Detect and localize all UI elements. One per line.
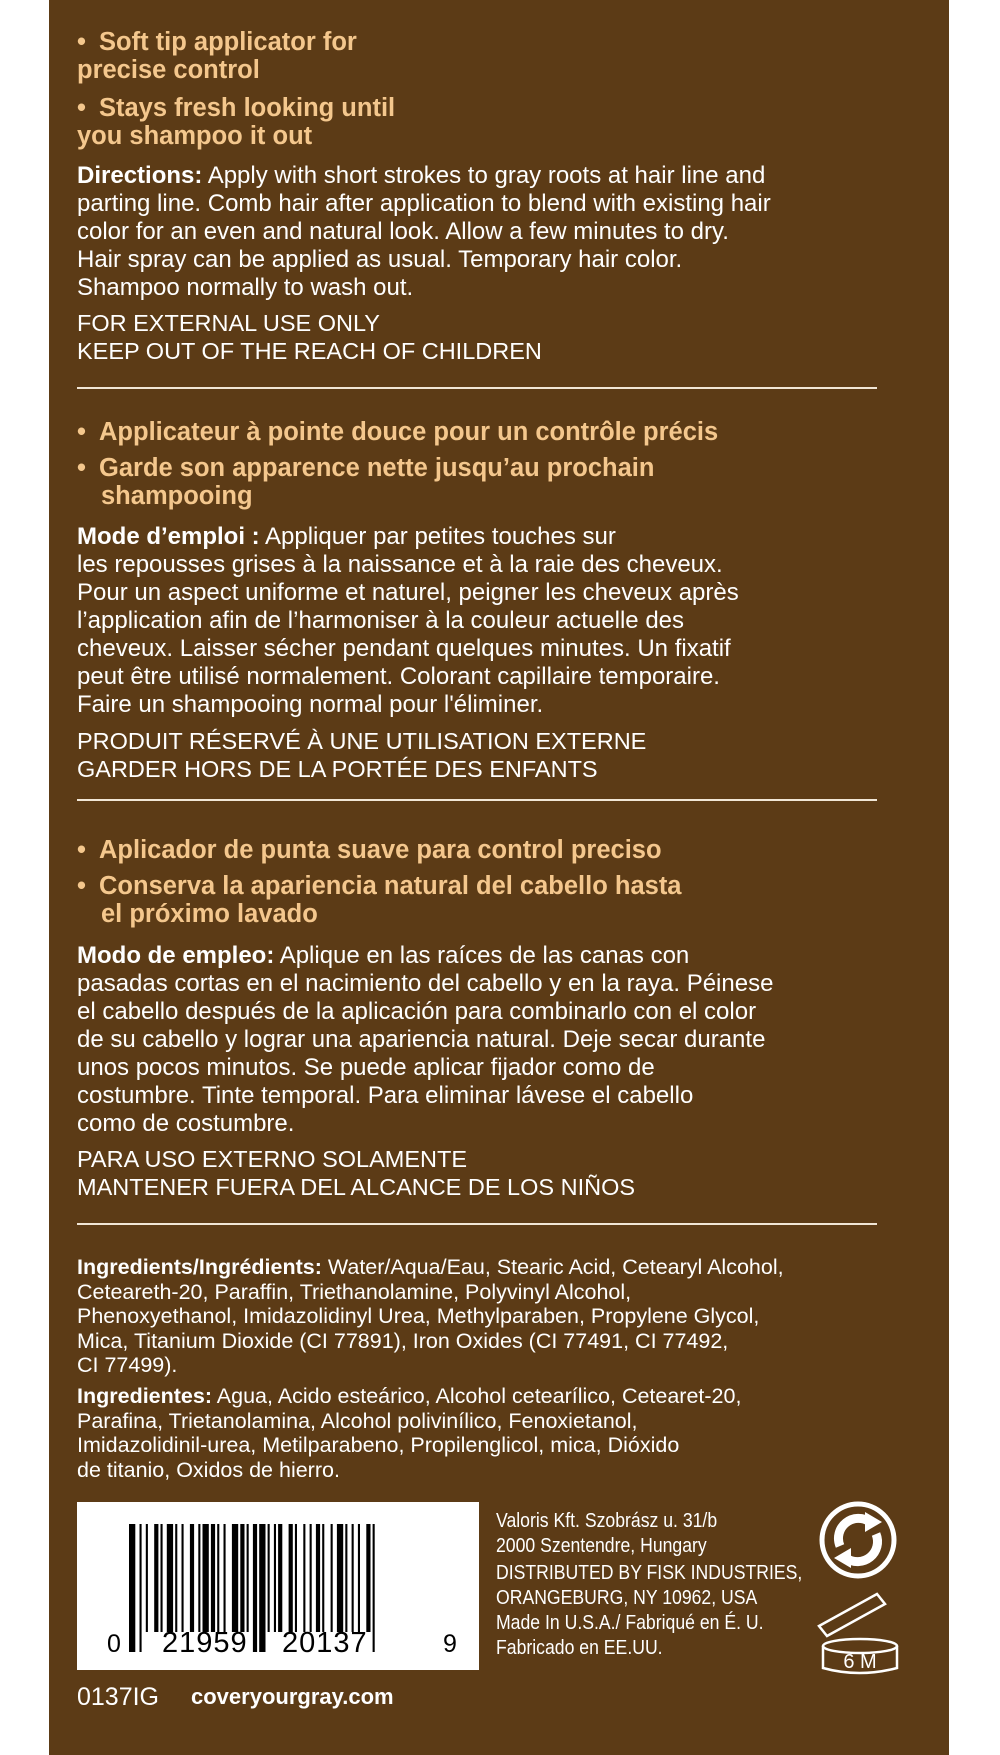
upc-barcode xyxy=(77,1502,479,1670)
barcode-bar xyxy=(337,1524,343,1632)
barcode-bar xyxy=(154,1524,158,1632)
barcode-bar xyxy=(259,1524,265,1652)
barcode-digits-group-1: 21959 xyxy=(162,1627,248,1659)
french-bullet-1: • Applicateur à pointe douce pour un contrôle précis xyxy=(77,418,719,446)
spanish-warnings: PARA USO EXTERNO SOLAMENTE MANTENER FUERA DEL ALCANCE DE LOS NIÑOS xyxy=(77,1146,636,1200)
barcode-bar xyxy=(358,1524,360,1632)
barcode-bar xyxy=(352,1524,354,1632)
barcode-bar xyxy=(167,1524,173,1632)
section-divider xyxy=(77,1223,877,1225)
barcode-bar xyxy=(373,1524,375,1652)
barcode-bar xyxy=(274,1524,276,1632)
barcode-bar xyxy=(161,1524,163,1632)
french-bullet-2: • Garde son apparence nette jusqu’au prochain shampooing xyxy=(77,454,655,510)
barcode-bar xyxy=(316,1524,320,1632)
website-link[interactable]: coveryourgray.com xyxy=(191,1684,394,1709)
english-bullet-2: • Stays fresh looking until you shampoo it out xyxy=(77,94,396,150)
french-warnings: PRODUIT RÉSERVÉ À UNE UTILISATION EXTERNE GARDER HORS DE LA PORTÉE DES ENFANTS xyxy=(77,728,647,782)
barcode-bar xyxy=(182,1524,184,1632)
english-directions: Directions: Apply with short strokes to gray roots at hair line and parting line. Comb hair after application to blend with existing hair color for an even and natural look. Allow a few minutes to dry. Hair spray can be applied as usual. Temporary hair color. Shampoo normally to wash out. xyxy=(77,162,771,301)
barcode-bar xyxy=(366,1524,370,1632)
barcode-bar xyxy=(224,1524,226,1632)
french-directions: Mode d’emploi : Appliquer par petites touches sur les repousses grises à la naissance et à la raie des cheveux. Pour un aspect uniforme et naturel, peigner les cheveux après l’application afin de l’harmoniser à la couleur actuelle des cheveux. Laisser sécher pendant quelques minutes. Un fixatif peut être utilisé normalement. Colorant capillaire temporaire. Faire un shampooing normal pour l'éliminer. xyxy=(77,523,739,718)
ingredients-en-fr: Ingredients/Ingrédients: Water/Aqua/Eau, Stearic Acid, Cetearyl Alcohol, Ceteareth-20, Paraffin, Triethanolamine, Polyvinyl Alcohol, Phenoxyethanol, Imidazolidinyl Urea, Methylparaben, Propylene Glycol, Mica, Titanium Dioxide (CI 77891), Iron Oxides (CI 77491, CI 77492, CI 77499). xyxy=(77,1255,784,1377)
distributor-info: DISTRIBUTED BY FISK INDUSTRIES, ORANGEBURG, NY 10962, USA Made In U.S.A./ Fabriqué en É. U. Fabricado en EE.UU. xyxy=(496,1561,803,1659)
barcode-bar xyxy=(331,1524,333,1632)
english-bullet-1: • Soft tip applicator for precise control xyxy=(77,28,357,84)
barcode-digits-group-2: 20137 xyxy=(282,1627,368,1659)
barcode-bar xyxy=(310,1524,312,1632)
product-code: 0137IG xyxy=(77,1683,160,1711)
barcode-bar xyxy=(247,1524,249,1632)
barcode-bar xyxy=(203,1524,209,1632)
barcode-bar xyxy=(253,1524,257,1652)
barcode-bar xyxy=(190,1524,194,1632)
barcode-bar xyxy=(289,1524,293,1632)
section-divider xyxy=(77,799,877,801)
barcode-bar xyxy=(303,1524,305,1632)
barcode-digit-left: 0 xyxy=(107,1630,121,1658)
ingredients-es: Ingredientes: Agua, Acido esteárico, Alcohol cetearílico, Cetearet-20, Parafina, Trietanolamina, Alcohol polivinílico, Fenoxietanol, Imidazolidinil-urea, Metilparabeno, Propilenglicol, mica, Dióxido de titanio, Oxidos de hierro. xyxy=(77,1384,742,1482)
open-jar-icon xyxy=(815,1588,905,1676)
barcode-bar xyxy=(345,1524,347,1632)
spanish-bullet-1: • Aplicador de punta suave para control preciso xyxy=(77,836,662,864)
barcode-bar xyxy=(129,1524,135,1652)
barcode-bar xyxy=(217,1524,219,1632)
barcode-digit-right: 9 xyxy=(443,1630,457,1658)
spanish-directions: Modo de empleo: Aplique en las raíces de las canas con pasadas cortas en el nacimiento del cabello y en la raya. Péinese el cabello después de la aplicación para combinarlo con el color de su cabello y lograr una apariencia natural. Deje secar durante unos pocos minutos. Se puede aplicar fijador como de costumbre. Tinte temporal. Para eliminar lávese el cabello como de costumbre. xyxy=(77,942,774,1137)
barcode-bar xyxy=(175,1524,177,1632)
barcode-bar xyxy=(268,1524,270,1632)
barcode-bar xyxy=(146,1524,148,1632)
barcode-bar xyxy=(211,1524,215,1632)
barcode-bar xyxy=(322,1524,324,1632)
barcode-bar xyxy=(198,1524,200,1632)
pao-label: 6 M xyxy=(843,1651,877,1673)
barcode-bar xyxy=(232,1524,238,1632)
manufacturer-address: Valoris Kft. Szobrász u. 31/b 2000 Szentendre, Hungary xyxy=(496,1509,718,1557)
barcode-bar xyxy=(240,1524,244,1632)
barcode-bar xyxy=(140,1524,142,1652)
section-divider xyxy=(77,387,877,389)
spanish-bullet-2: • Conserva la apariencia natural del cabello hasta el próximo lavado xyxy=(77,872,682,928)
barcode-bar xyxy=(278,1524,282,1632)
recycle-icon xyxy=(818,1500,898,1580)
english-warnings: FOR EXTERNAL USE ONLY KEEP OUT OF THE REACH OF CHILDREN xyxy=(77,310,542,364)
barcode-bars xyxy=(77,1502,479,1670)
barcode-bar xyxy=(295,1524,297,1632)
